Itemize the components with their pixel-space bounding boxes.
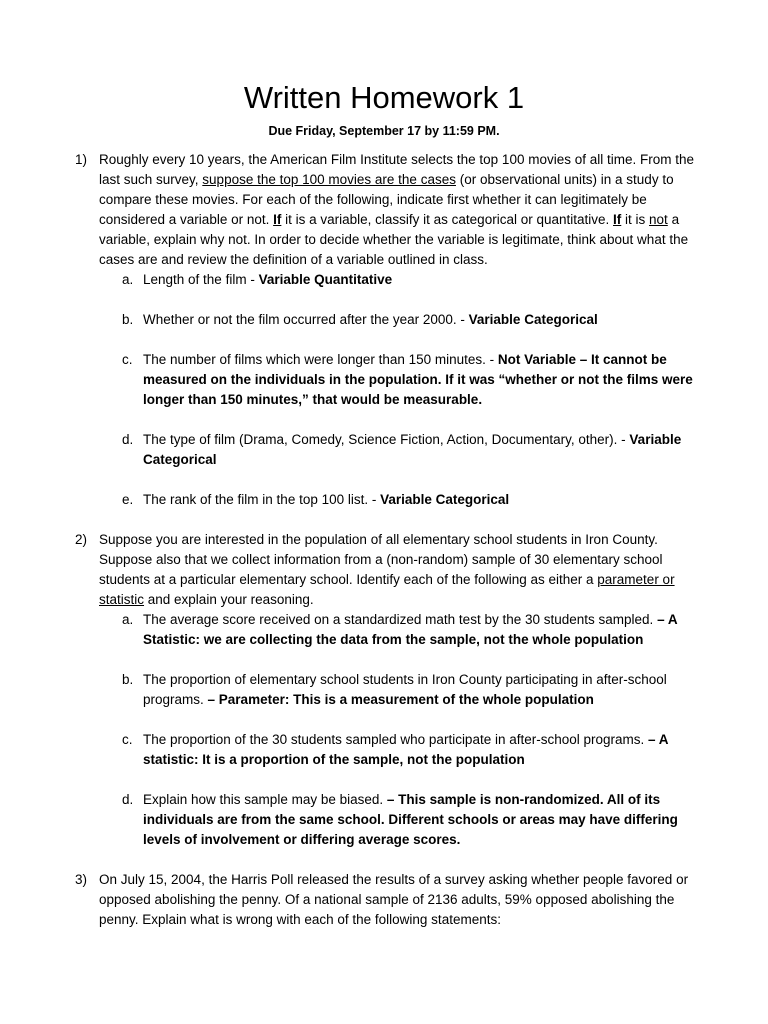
sub-question: c. The number of films which were longer than 150 minutes. - Not Variable – It cannot be measured on the individuals in the population. If it was “whether or not the films were longer than 150 minutes,” that would be measurable. <box>122 352 693 407</box>
sub-question-label: d. <box>122 432 134 447</box>
sub-question: e. The rank of the film in the top 100 list. - Variable Categorical <box>99 490 708 510</box>
sub-question: d. Explain how this sample may be biased. – This sample is non-randomized. All of its individuals are from the same school. Different schools or areas may have differing levels of involvement or differing average scores. <box>122 792 678 847</box>
question-number: 2) <box>75 532 88 547</box>
question-text: On July 15, 2004, the Harris Poll released the results of a survey asking whether people favored or opposed abolishing the penny. Of a national sample of 2136 adults, 59% opposed abolishing the penny. Explain what is wrong with each of the following statements: <box>99 872 689 927</box>
sub-question-label: d. <box>122 792 134 807</box>
emphasis-if: If <box>613 212 622 227</box>
question-1 <box>0 150 768 510</box>
sub-question-label: a. <box>122 272 134 287</box>
emphasis-if: If <box>273 212 282 227</box>
sub-question-label: e. <box>122 492 134 507</box>
sub-question: c. The proportion of the 30 students sampled who participate in after-school programs. – A statistic: It is a proportion of the sample, not the population <box>122 732 669 767</box>
sub-question-list <box>99 610 708 850</box>
underlined-phrase: suppose the top 100 movies are the cases <box>202 172 456 187</box>
sub-question: a. The average score received on a standardized math test by the 30 students sampled. – A Statistic: we are collecting the data from the sample, not the whole population <box>122 612 678 647</box>
answer-text: Variable Categorical <box>143 432 682 467</box>
question-2 <box>0 530 768 850</box>
answer-text: – This sample is non-randomized. All of its individuals are from the same school. Different schools or areas may have differing levels of involvement or differing average scores. <box>143 792 678 847</box>
due-date: Due Friday, September 17 by 11:59 PM. <box>268 124 500 138</box>
answer-text: Variable Quantitative <box>258 272 393 287</box>
sub-question: a. Length of the film - Variable Quantitative <box>99 270 708 290</box>
question-number: 3) <box>75 872 88 887</box>
sub-question: b. Whether or not the film occurred after the year 2000. - Variable Categorical <box>99 310 708 330</box>
question-text: Roughly every 10 years, the American Film Institute selects the top 100 movies of all time. From the last such survey, suppose the top 100 movies are the cases (or observational units) in a study to compare these movies. For each of the following, indicate first whether it can legitimately be considered a variable or not. If it is a variable, classify it as categorical or quantitative. If it is not a variable, explain why not. In order to decide whether the variable is legitimate, think about what the cases are and review the definition of a variable outlined in class. <box>99 152 695 267</box>
sub-question-label: c. <box>122 732 133 747</box>
underlined-phrase: parameter or statistic <box>99 572 675 607</box>
answer-text: Variable Categorical <box>380 492 510 507</box>
sub-question-label: b. <box>122 312 134 327</box>
sub-question-list <box>99 270 708 510</box>
document-body <box>0 150 768 930</box>
sub-question-label: b. <box>122 672 134 687</box>
question-text: Suppose you are interested in the population of all elementary school students in Iron County. Suppose also that we collect information from a (non-random) sample of 30 elementary school students at a particular elementary school. Identify each of the following as either a parameter or statistic and explain your reasoning. <box>99 532 675 607</box>
answer-text: – Parameter: This is a measurement of the whole population <box>207 692 594 707</box>
answer-text: – A statistic: It is a proportion of the sample, not the population <box>143 732 669 767</box>
sub-question: d. The type of film (Drama, Comedy, Science Fiction, Action, Documentary, other). - Variable Categorical <box>122 432 682 467</box>
sub-question: b. The proportion of elementary school students in Iron County participating in after-school programs. – Parameter: This is a measurement of the whole population <box>122 672 667 707</box>
sub-question-label: c. <box>122 352 133 367</box>
question-3 <box>0 870 768 930</box>
answer-text: Variable Categorical <box>468 312 598 327</box>
emphasis-not: not <box>649 212 668 227</box>
answer-text: – A Statistic: we are collecting the data from the sample, not the whole population <box>143 612 678 647</box>
page-title: Written Homework 1 <box>243 80 525 115</box>
sub-question-label: a. <box>122 612 134 627</box>
answer-text: Not Variable – It cannot be measured on the individuals in the population. If it was “whether or not the films were longer than 150 minutes,” that would be measurable. <box>143 352 693 407</box>
question-number: 1) <box>75 152 88 167</box>
